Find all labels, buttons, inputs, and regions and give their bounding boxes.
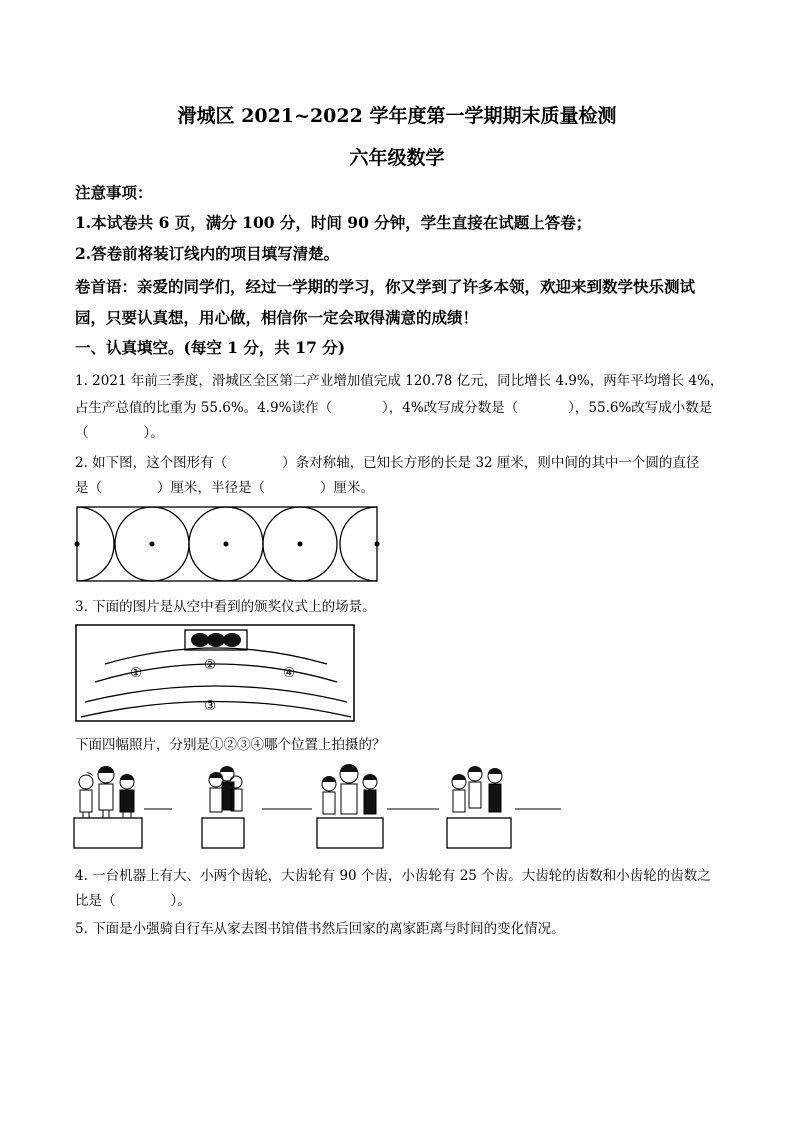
q2-line-2-a: 是（ — [75, 480, 102, 496]
rectangle-circles-figure — [76, 505, 380, 583]
page-title: 滑城区 2021~2022 学年度第一学期期末质量检测 — [177, 105, 617, 127]
person-head — [223, 633, 241, 647]
preface-line-2: 园，只要认真想，用心做，相信你一定会取得满意的成绩！ — [75, 308, 479, 327]
photo-3 — [315, 762, 445, 852]
q1-line-3-b: ）。 — [143, 425, 164, 441]
center-dot — [298, 542, 303, 547]
center-dot — [150, 542, 155, 547]
q4-line-2-a: 比是（ — [75, 893, 116, 909]
q4-line-1: 4. 一台机器上有大、小两个齿轮，大齿轮有 90 个齿，小齿轮有 25 个齿。大齿轮的齿数和小齿轮的齿数之 — [75, 868, 711, 884]
q2-line-2-c: ）厘米。 — [320, 480, 374, 496]
person-head — [191, 633, 209, 647]
notes-line-2: 2.答卷前将装订线内的项目填写清楚。 — [75, 244, 340, 263]
q3-line-2: 下面四幅照片，分别是①②③④哪个位置上拍摄的？ — [75, 737, 386, 753]
photo-4 — [445, 762, 565, 852]
q2-line-2 — [75, 476, 374, 496]
position-marker-4: ④ — [283, 665, 296, 681]
figure-half-circle — [340, 507, 377, 581]
q1-line-3 — [75, 421, 164, 441]
person-head — [207, 633, 225, 647]
page-subtitle: 六年级数学 — [349, 147, 445, 169]
section-1-heading: 一、认真填空。(每空 1 分，共 17 分) — [75, 338, 346, 357]
photo-2 — [200, 762, 320, 852]
q1-line-2-c: ），55.6%改写成小数是 — [568, 400, 713, 416]
q1-line-2-b: ），4%改写成分数是（ — [381, 400, 519, 416]
position-marker-3: ③ — [204, 698, 217, 714]
q1-line-1: 1. 2021 年前三季度，滑城区全区第二产业增加值完成 120.78 亿元，同比增长 4.9%，两年平均增长 4%， — [75, 373, 724, 389]
notes-line-1: 1.本试卷共 6 页，满分 100 分，时间 90 分钟，学生直接在试题上答卷； — [75, 213, 592, 232]
q2-line-1-b: ）条对称轴，已知长方形的长是 32 厘米，则中间的其中一个圆的直径 — [282, 455, 700, 471]
q1-line-3-a: （ — [75, 425, 89, 441]
photo-1 — [72, 762, 172, 852]
q2-line-2-b: ）厘米，半径是（ — [157, 480, 265, 496]
q5-line-1: 5. 下面是小强骑自行车从家去图书馆借书然后回家的离家距离与时间的变化情况。 — [75, 921, 565, 937]
q4-line-2-b: ）。 — [170, 893, 191, 909]
preface-line-1: 卷首语：亲爱的同学们，经过一学期的学习，你又学到了许多本领，欢迎来到数学快乐测试 — [75, 277, 696, 296]
q1-line-2-a: 占生产总值的比重为 55.6%。4.9%读作（ — [75, 400, 332, 416]
center-dot — [375, 542, 380, 547]
q2-line-1 — [75, 451, 699, 471]
q1-line-2 — [75, 396, 712, 416]
q4-line-2 — [75, 889, 191, 909]
ceremony-top-view — [75, 624, 355, 722]
position-marker-1: ① — [130, 665, 143, 681]
figure-half-circle — [77, 507, 114, 581]
q2-line-1-a: 2. 如下图，这个图形有（ — [75, 455, 228, 471]
notes-heading: 注意事项： — [75, 183, 153, 202]
position-marker-2: ② — [204, 657, 217, 673]
center-dot — [75, 542, 80, 547]
q3-line-1: 3. 下面的图片是从空中看到的颁奖仪式上的场景。 — [75, 599, 376, 615]
center-dot — [224, 542, 229, 547]
